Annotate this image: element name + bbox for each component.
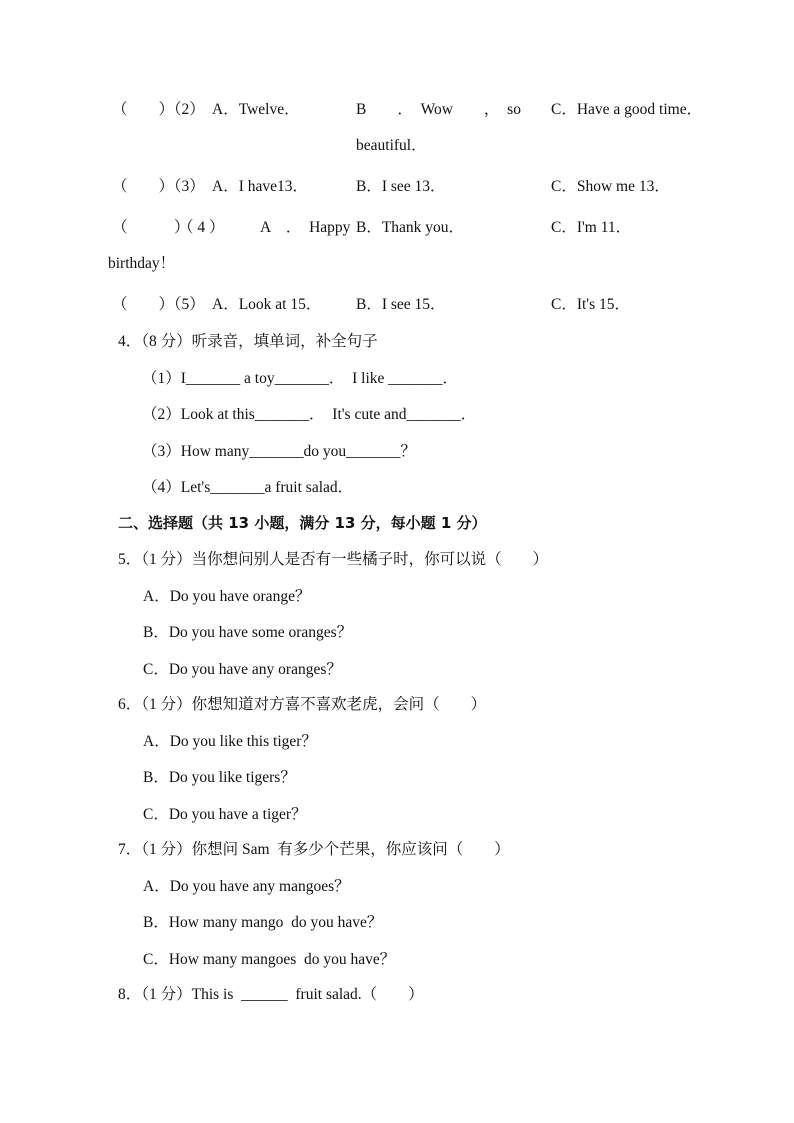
q3-item5-option-a: A．Look at 15． — [212, 296, 322, 313]
q7-option-c: C．How many mangoes do you have？ — [143, 951, 396, 968]
q3-item3-option-b: B．I see 13． — [356, 178, 446, 195]
q7-option-a: A．Do you have any mangoes？ — [143, 878, 350, 895]
q4-line-1: （1）I_______ a toy_______． I like _______． — [142, 370, 459, 387]
section-2-heading: 二、选择题（共 13 小题，满分 13 分，每小题 1 分） — [118, 514, 487, 532]
q3-item4-number: （ 4 ） — [178, 219, 225, 236]
q3-item5-option-c: C．It's 15． — [551, 296, 631, 313]
q4-title: 4．（8 分）听录音，填单词，补全句子 — [118, 333, 378, 350]
q3-item3-option-a: A．I have13． — [212, 178, 308, 195]
q4-line-2: （2）Look at this_______． It's cute and_______． — [142, 406, 477, 423]
q7-stem: 7．（1 分）你想问 Sam 有多少个芒果，你应该问（ ） — [118, 841, 510, 858]
q5-stem: 5．（1 分）当你想问别人是否有一些橘子时，你可以说（ ） — [118, 551, 549, 568]
q3-item3-number: （3） — [166, 178, 205, 195]
q3-item5-option-b: B．I see 15． — [356, 296, 446, 313]
q4-line-3: （3）How many_______do you_______？ — [142, 443, 416, 460]
q3-item2-option-a: A．Twelve． — [212, 101, 300, 118]
q4-line-4: （4）Let's_______a fruit salad． — [142, 479, 354, 496]
q3-item2-paren: （ ） — [112, 101, 175, 118]
q3-item2-option-b: B ． Wow ， so — [356, 101, 521, 118]
q3-item5-paren: （ ） — [112, 296, 175, 313]
q3-item2-option-b-continued: beautiful． — [356, 137, 427, 154]
q8-stem: 8．（1 分）This is ______ fruit salad.（ ） — [118, 986, 424, 1003]
q3-item3-paren: （ ） — [112, 178, 175, 195]
q3-item4-option-b: B．Thank you． — [356, 219, 465, 236]
q3-item4-option-c: C．I'm 11． — [551, 219, 632, 236]
q5-option-c: C．Do you have any oranges？ — [143, 661, 342, 678]
q6-option-c: C．Do you have a tiger？ — [143, 806, 307, 823]
q3-item2-number: （2） — [166, 101, 205, 118]
q3-item4-paren: （ ） — [112, 219, 190, 236]
q6-option-a: A．Do you like this tiger？ — [143, 733, 317, 750]
q5-option-a: A．Do you have orange？ — [143, 588, 311, 605]
q3-item2-option-c: C．Have a good time． — [551, 101, 703, 118]
q7-option-b: B．How many mango do you have？ — [143, 914, 383, 931]
q3-item4-option-a: A ． Happy — [260, 219, 351, 236]
q3-item4-option-a-continued: birthday！ — [108, 255, 176, 272]
q6-stem: 6．（1 分）你想知道对方喜不喜欢老虎，会问（ ） — [118, 696, 487, 713]
q3-item3-option-c: C．Show me 13． — [551, 178, 670, 195]
q6-option-b: B．Do you like tigers？ — [143, 769, 296, 786]
q3-item5-number: （5） — [166, 296, 205, 313]
q5-option-b: B．Do you have some oranges？ — [143, 624, 353, 641]
